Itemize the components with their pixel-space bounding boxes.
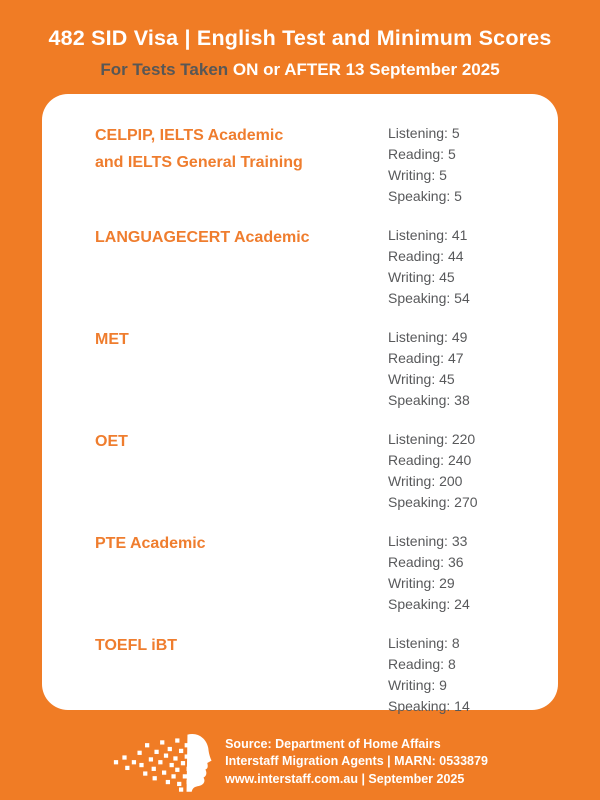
footer-website-line: www.interstaff.com.au | September 2025 (225, 771, 465, 786)
score-skill: Writing : (388, 269, 439, 285)
score-line (388, 633, 528, 654)
score-line (388, 573, 528, 594)
score-value: 200 (439, 473, 463, 489)
score-skill: Writing : (388, 167, 439, 183)
score-value: 240 (447, 452, 472, 468)
score-skill: Reading : (388, 554, 448, 570)
score-skill: Writing : (388, 575, 439, 591)
score-skill: Reading : (388, 656, 448, 672)
score-line (388, 654, 528, 675)
subtitle-prefix: For Tests Taken (100, 60, 233, 79)
score-line (388, 696, 528, 717)
score-line (388, 492, 528, 513)
score-line (388, 531, 528, 552)
score-line (388, 327, 528, 348)
test-name-line1: OET (95, 433, 128, 450)
scores-card (42, 94, 558, 714)
score-skill: Listening : (388, 329, 452, 345)
score-line (388, 165, 528, 186)
score-skill: Listening : (388, 125, 452, 141)
interstaff-pixel-head-logo (112, 731, 212, 793)
score-value: 45 (439, 269, 455, 285)
score-value: 36 (447, 554, 464, 570)
score-line (388, 144, 528, 165)
test-row-pte (95, 529, 528, 615)
score-line (388, 471, 528, 492)
score-skill: Listening : (388, 533, 452, 549)
score-value: 41 (451, 227, 468, 243)
score-skill: Reading : (388, 452, 448, 468)
test-name-line1: PTE Academic (95, 535, 206, 552)
score-skill: Listening : (388, 227, 452, 243)
score-skill: Reading : (388, 248, 448, 264)
test-name-line2: and IELTS General Training (95, 154, 303, 171)
score-value: 5 (454, 188, 462, 204)
score-list (388, 121, 528, 207)
score-skill: Speaking : (388, 392, 454, 408)
score-line (388, 594, 528, 615)
score-skill: Writing : (388, 473, 439, 489)
score-list (388, 325, 528, 411)
score-value: 5 (447, 146, 456, 162)
score-line (388, 429, 528, 450)
score-value: 29 (439, 575, 455, 591)
subtitle (0, 60, 600, 80)
footer-agents-line: Interstaff Migration Agents | MARN: 0533879 (225, 754, 488, 769)
score-line (388, 288, 528, 309)
score-line (388, 267, 528, 288)
test-name-line1: LANGUAGECERT Academic (95, 229, 310, 246)
score-skill: Reading : (388, 350, 448, 366)
score-skill: Reading : (388, 146, 448, 162)
test-row-toefl (95, 631, 528, 717)
score-line (388, 348, 528, 369)
score-line (388, 186, 528, 207)
test-name (95, 121, 388, 207)
subtitle-highlight: ON or AFTER 13 September 2025 (232, 60, 500, 79)
score-value: 8 (451, 635, 460, 651)
score-value: 45 (439, 371, 455, 387)
score-skill: Speaking : (388, 698, 454, 714)
score-line (388, 246, 528, 267)
score-skill: Speaking : (388, 188, 454, 204)
score-value: 5 (451, 125, 460, 141)
score-skill: Speaking : (388, 290, 454, 306)
score-line (388, 552, 528, 573)
score-skill: Speaking : (388, 494, 454, 510)
score-list (388, 223, 528, 309)
test-name (95, 529, 388, 615)
score-value: 9 (439, 677, 447, 693)
footer-text (225, 736, 488, 789)
score-list (388, 529, 528, 615)
score-value: 44 (447, 248, 464, 264)
score-value: 49 (451, 329, 468, 345)
header (0, 0, 600, 80)
score-value: 54 (454, 290, 470, 306)
score-value: 220 (451, 431, 476, 447)
test-name-line1: MET (95, 331, 129, 348)
score-value: 47 (447, 350, 464, 366)
score-value: 5 (439, 167, 447, 183)
test-row-celpip-ielts (95, 121, 528, 207)
test-row-oet (95, 427, 528, 513)
score-skill: Listening : (388, 635, 452, 651)
score-value: 33 (451, 533, 468, 549)
score-line (388, 675, 528, 696)
score-value: 14 (454, 698, 470, 714)
score-list (388, 631, 528, 717)
test-name (95, 223, 388, 309)
test-name-line1: CELPIP, IELTS Academic (95, 127, 284, 144)
score-line (388, 123, 528, 144)
score-value: 270 (454, 494, 478, 510)
score-line (388, 369, 528, 390)
score-skill: Writing : (388, 371, 439, 387)
test-name-line1: TOEFL iBT (95, 637, 178, 654)
score-value: 38 (454, 392, 470, 408)
score-list (388, 427, 528, 513)
footer-source-line: Source: Department of Home Affairs (225, 736, 441, 751)
score-line (388, 450, 528, 471)
page-title: 482 SID Visa | English Test and Minimum Scores (48, 26, 552, 50)
score-line (388, 225, 528, 246)
footer (0, 731, 600, 793)
score-value: 24 (454, 596, 470, 612)
score-line (388, 390, 528, 411)
test-row-languagecert (95, 223, 528, 309)
score-value: 8 (447, 656, 456, 672)
test-name (95, 427, 388, 513)
score-skill: Listening : (388, 431, 452, 447)
test-name (95, 325, 388, 411)
test-name (95, 631, 388, 717)
score-skill: Writing : (388, 677, 439, 693)
test-row-met (95, 325, 528, 411)
score-skill: Speaking : (388, 596, 454, 612)
